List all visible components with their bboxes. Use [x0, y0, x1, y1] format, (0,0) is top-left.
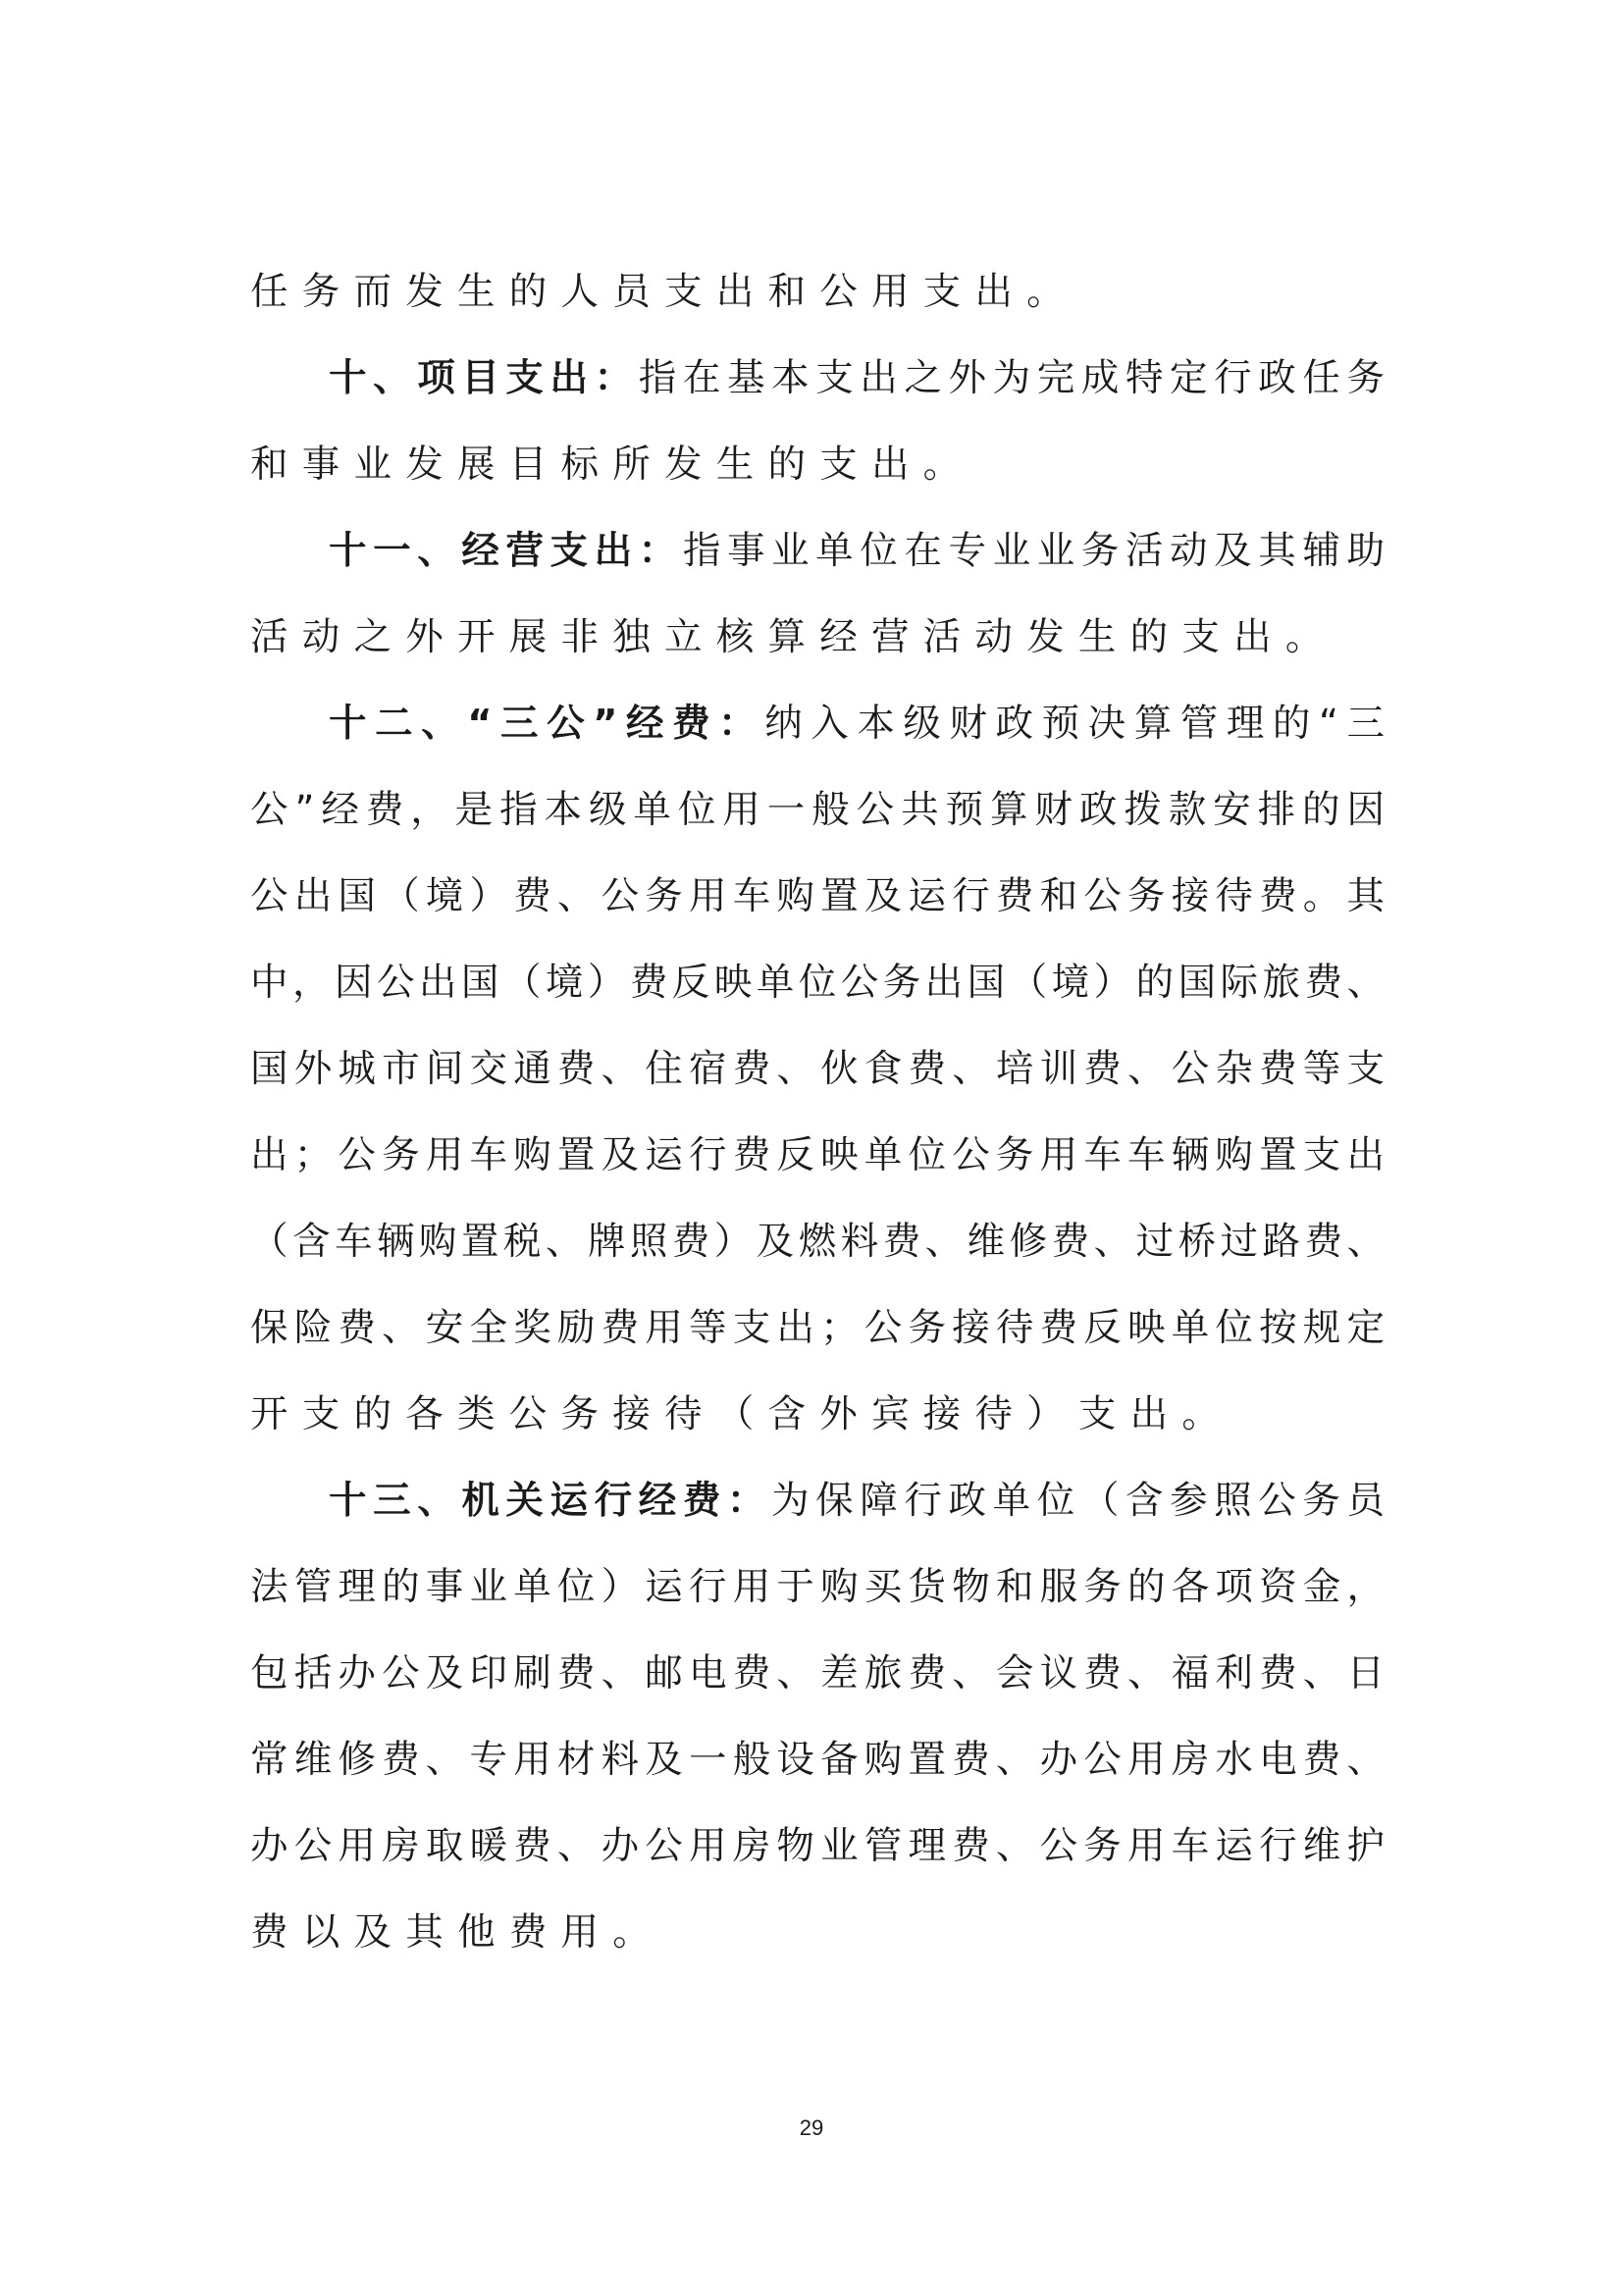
paragraph-line — [250, 1544, 1385, 1631]
section-heading: 十一、经营支出： — [329, 529, 683, 573]
paragraph-line — [250, 767, 1385, 854]
paragraph-line — [250, 508, 1385, 595]
line-text: 公出国（境）费、公务用车购置及运行费和公务接待费。其 — [250, 874, 1385, 918]
paragraph-line — [250, 940, 1385, 1026]
section-heading: 十二、“三公”经费： — [329, 702, 765, 746]
paragraph-line — [250, 1631, 1385, 1717]
paragraph-line — [250, 1803, 1385, 1890]
line-text: 国外城市间交通费、住宿费、伙食费、培训费、公杂费等支 — [250, 1047, 1385, 1091]
line-text: 费以及其他费用。 — [250, 1910, 664, 1955]
paragraph-line — [250, 595, 1385, 681]
paragraph-line — [250, 336, 1385, 422]
paragraph-line — [250, 1285, 1385, 1372]
line-text: 中，因公出国（境）费反映单位公务出国（境）的国际旅费、 — [250, 961, 1385, 1005]
paragraph-line — [250, 422, 1385, 508]
line-text: 活动之外开展非独立核算经营活动发生的支出。 — [250, 615, 1337, 659]
paragraph-line — [250, 1458, 1385, 1544]
line-text: 法管理的事业单位）运行用于购买货物和服务的各项资金， — [250, 1565, 1385, 1609]
line-text: 办公用房取暖费、办公用房物业管理费、公务用车运行维护 — [250, 1824, 1385, 1868]
line-text: 开支的各类公务接待（含外宾接待）支出。 — [250, 1392, 1234, 1436]
line-text: 任务而发生的人员支出和公用支出。 — [250, 270, 1078, 314]
line-text: 指在基本支出之外为完成特定行政任务 — [638, 356, 1385, 400]
line-text: 公”经费，是指本级单位用一般公共预算财政拨款安排的因 — [250, 788, 1385, 832]
body-text — [250, 249, 1385, 1976]
line-text: 常维修费、专用材料及一般设备购置费、办公用房水电费、 — [250, 1738, 1385, 1782]
line-text: 保险费、安全奖励费用等支出；公务接待费反映单位按规定 — [250, 1306, 1385, 1350]
page-number: 29 — [799, 2115, 824, 2140]
paragraph-line — [250, 1199, 1385, 1285]
paragraph-line — [250, 249, 1385, 336]
line-text: 纳入本级财政预决算管理的“三 — [764, 702, 1385, 746]
line-text: 为保障行政单位（含参照公务员 — [771, 1479, 1385, 1523]
line-text: 指事业单位在专业业务活动及其辅助 — [682, 529, 1385, 573]
paragraph-line — [250, 1372, 1385, 1458]
line-text: 出；公务用车购置及运行费反映单位公务用车车辆购置支出 — [250, 1133, 1385, 1177]
paragraph-line — [250, 1113, 1385, 1199]
section-heading: 十三、机关运行经费： — [329, 1479, 772, 1523]
paragraph-line — [250, 1717, 1385, 1803]
paragraph-line — [250, 681, 1385, 767]
paragraph-line — [250, 1890, 1385, 1976]
paragraph-line — [250, 1026, 1385, 1113]
line-text: 包括办公及印刷费、邮电费、差旅费、会议费、福利费、日 — [250, 1651, 1385, 1696]
line-text: 和事业发展目标所发生的支出。 — [250, 443, 975, 487]
line-text: （含车辆购置税、牌照费）及燃料费、维修费、过桥过路费、 — [250, 1220, 1385, 1264]
section-heading: 十、项目支出： — [329, 356, 639, 400]
paragraph-line — [250, 854, 1385, 940]
